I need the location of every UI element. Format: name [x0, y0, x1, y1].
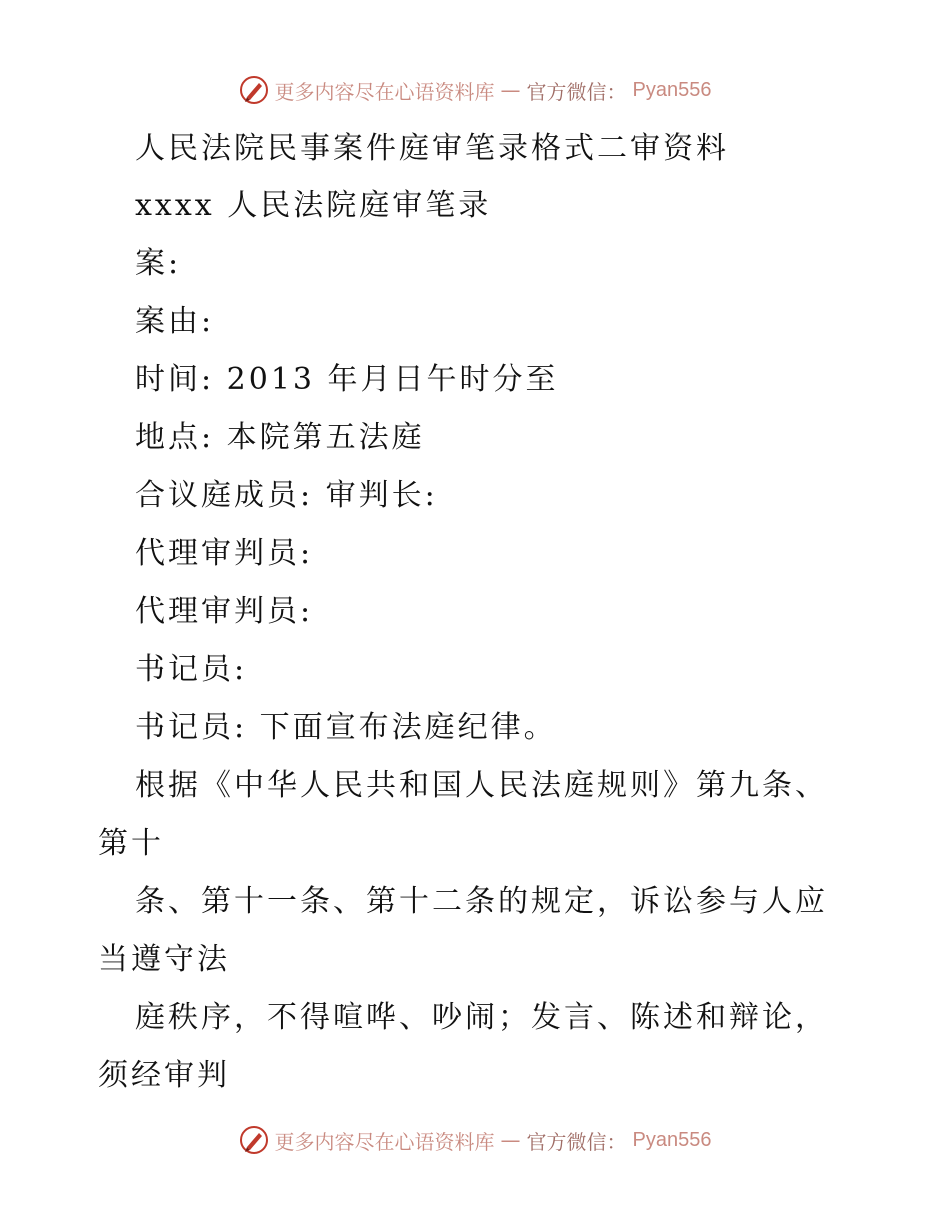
- pen-logo-icon: [239, 1125, 269, 1155]
- watermark-footer: [0, 1122, 950, 1158]
- paragraph-line: 须经审判: [98, 1058, 230, 1093]
- paragraph-line: 条、第十一条、第十二条的规定，诉讼参与人应: [135, 884, 828, 919]
- watermark-header: [0, 72, 950, 108]
- location-line: 地点: 本院第五法庭: [135, 420, 425, 455]
- time-line: 时间: 2013 年月日午时分至: [135, 362, 559, 397]
- watermark-text: 更多内容尽在心语资料库: [274, 1129, 495, 1154]
- panel-members-line: 合议庭成员: 审判长:: [135, 478, 438, 513]
- paragraph-line: 庭秩序，不得喧哗、吵闹；发言、陈述和辩论，: [135, 1000, 828, 1035]
- acting-judge-line-2: 代理审判员:: [135, 594, 314, 629]
- watermark-separator: —: [500, 78, 521, 102]
- document-title: 人民法院民事案件庭审笔录格式二审资料: [135, 131, 729, 166]
- acting-judge-line-1: 代理审判员:: [135, 536, 314, 571]
- paragraph-line: 当遵守法: [98, 942, 230, 977]
- case-cause-line: 案由:: [135, 304, 215, 339]
- watermark-label: 官方微信：: [526, 1129, 627, 1154]
- court-record-heading: xxxx 人民法院庭审笔录: [135, 188, 492, 223]
- watermark-label: 官方微信：: [526, 79, 627, 104]
- watermark-id: Pyan556: [632, 1128, 712, 1151]
- clerk-announcement-line: 书记员: 下面宣布法庭纪律。: [135, 710, 557, 745]
- pen-logo-icon: [239, 75, 269, 105]
- paragraph-line: 第十: [98, 826, 164, 861]
- watermark-separator: —: [500, 1128, 521, 1152]
- clerk-line: 书记员:: [135, 652, 248, 687]
- watermark-id: Pyan556: [632, 78, 712, 101]
- paragraph-line: 根据《中华人民共和国人民法庭规则》第九条、: [135, 768, 828, 803]
- watermark-text: 更多内容尽在心语资料库: [274, 79, 495, 104]
- case-number-line: 案:: [135, 246, 182, 281]
